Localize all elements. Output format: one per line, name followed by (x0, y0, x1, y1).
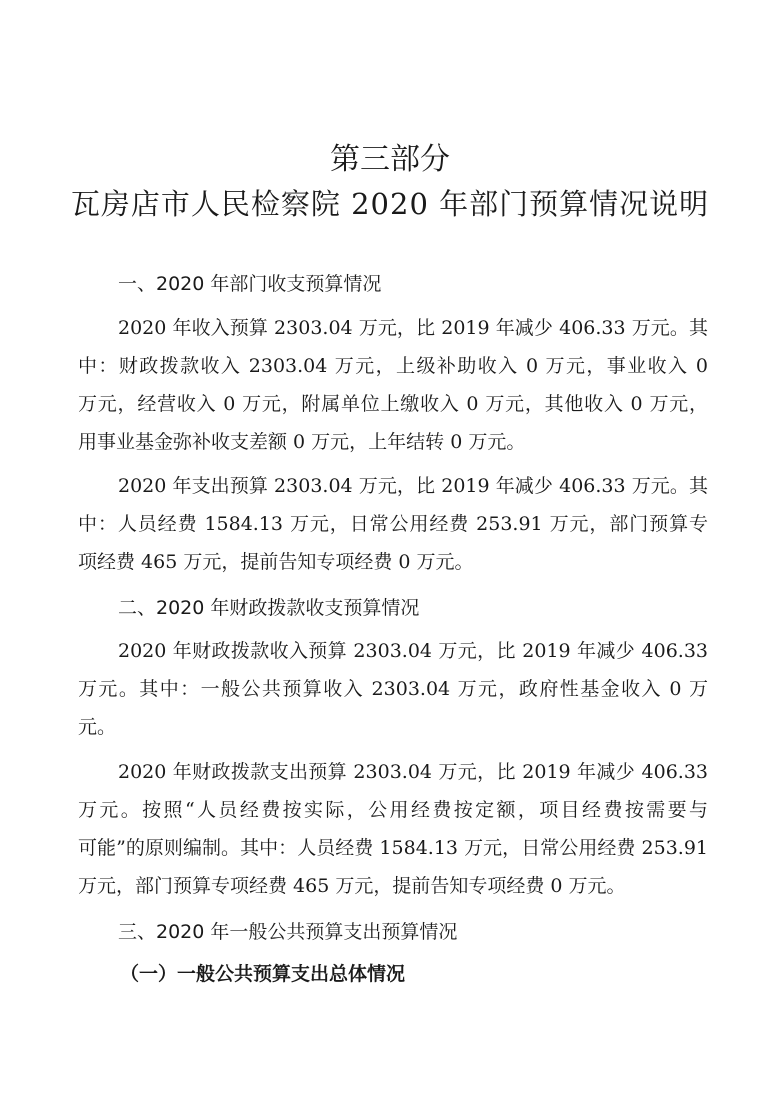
section-heading-2: 二、2020 年财政拨款收支预算情况 (118, 597, 420, 619)
section-heading-3: 三、2020 年一般公共预算支出预算情况 (118, 921, 458, 943)
paragraph-line: 中：人员经费 1584.13 万元，日常公用经费 253.91 万元，部门预算专 (78, 513, 708, 535)
paragraph-line: 万元，经营收入 0 万元，附属单位上缴收入 0 万元，其他收入 0 万元， (78, 393, 708, 415)
paragraph-line: 2020 年收入预算 2303.04 万元，比 2019 年减少 406.33 万元。其 (118, 317, 708, 339)
document-part-title: 第三部分 (330, 142, 450, 177)
paragraph-line: 元。 (78, 716, 117, 738)
paragraph-line: 万元，部门预算专项经费 465 万元，提前告知专项经费 0 万元。 (78, 875, 626, 897)
document-title: 瓦房店市人民检察院 2020 年部门预算情况说明 (70, 187, 710, 221)
paragraph-line: 2020 年财政拨款支出预算 2303.04 万元，比 2019 年减少 406.33 (118, 761, 708, 783)
subsection-heading: （一）一般公共预算支出总体情况 (120, 963, 406, 985)
paragraph-line: 项经费 465 万元，提前告知专项经费 0 万元。 (78, 551, 474, 573)
paragraph-line: 2020 年财政拨款收入预算 2303.04 万元，比 2019 年减少 406.33 (118, 640, 708, 662)
paragraph-line: 万元。其中：一般公共预算收入 2303.04 万元，政府性基金收入 0 万 (78, 678, 708, 700)
paragraph-line: 可能”的原则编制。其中：人员经费 1584.13 万元，日常公用经费 253.91 (78, 837, 708, 859)
paragraph-line: 2020 年支出预算 2303.04 万元，比 2019 年减少 406.33 万元。其 (118, 475, 708, 497)
paragraph-line: 万元。按照“人员经费按实际，公用经费按定额，项目经费按需要与 (78, 799, 708, 821)
paragraph-line: 用事业基金弥补收支差额 0 万元，上年结转 0 万元。 (78, 431, 526, 453)
paragraph-line: 中：财政拨款收入 2303.04 万元，上级补助收入 0 万元，事业收入 0 (78, 355, 708, 377)
section-heading-1: 一、2020 年部门收支预算情况 (118, 273, 382, 295)
